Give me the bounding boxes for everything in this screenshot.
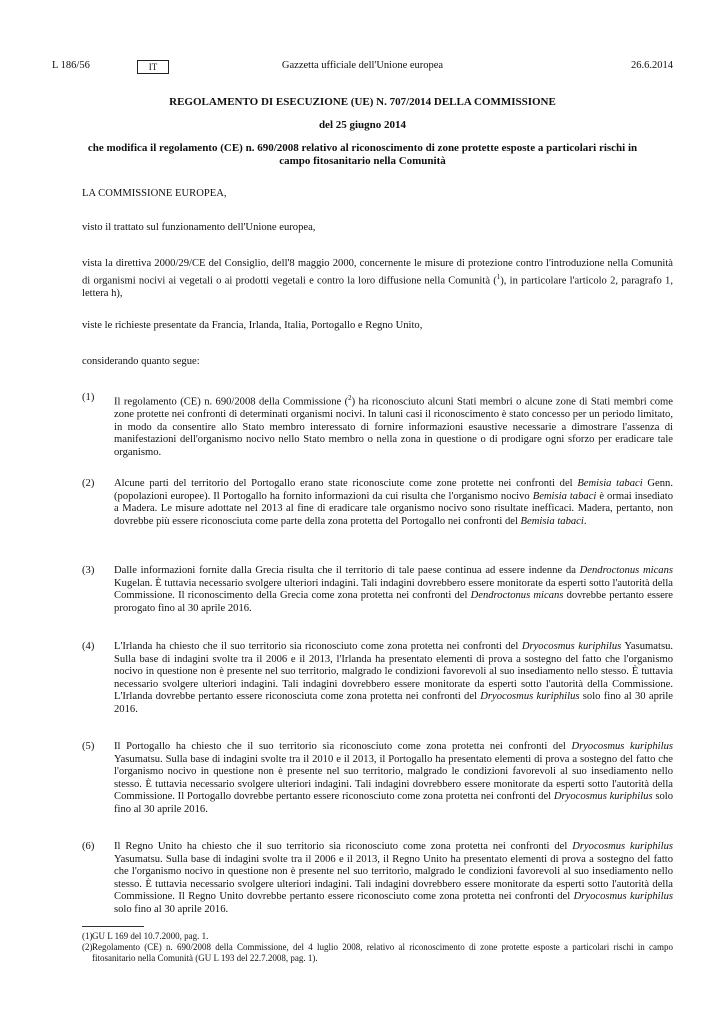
- preamble-directive-text: vista la direttiva 2000/29/CE del Consiglio, dell'8 maggio 2000, concernente le misure di protezione contro l'introduzione nella Comunità di organismi nocivi ai vegetali o ai prodotti vegetali e contro la loro diffusione nella Comunità (: [82, 258, 673, 287]
- species-name: Dryocosmus kuriphilus: [571, 741, 673, 752]
- recital-6: [82, 841, 673, 917]
- recital-text-part: Genn. (popolazioni europee). Il Portogallo ha fornito informazioni da cui risulta che l'organismo nocivo: [114, 478, 673, 502]
- preamble-directive: [82, 258, 673, 300]
- recital-text-part: dovrebbe pertanto essere prorogato fino al 30 aprile 2016.: [114, 590, 674, 614]
- preamble-requests: viste le richieste presentate da Francia, Irlanda, Italia, Portogallo e Regno Unito,: [82, 320, 423, 331]
- species-name: Bemisia tabaci: [520, 515, 584, 527]
- recital-number: (4): [82, 641, 95, 652]
- preamble-considering: considerando quanto segue:: [82, 356, 200, 367]
- title-line-2: del 25 giugno 2014: [318, 119, 407, 131]
- footnote-text: Regolamento (CE) n. 690/2008 della Commissione, del 4 luglio 2008, relativo al riconoscimento di zone protette esposte a particolari rischi in campo fitosanitario nella Comunità (GU L 193 del 22.7.2008, pag. 1).: [92, 942, 673, 963]
- preamble-commission: LA COMMISSIONE EUROPEA,: [82, 188, 227, 199]
- species-name: Bemisia tabaci: [532, 490, 597, 502]
- running-header: [52, 60, 673, 76]
- title-line-3: che modifica il regolamento (CE) n. 690/2008 relativo al riconoscimento di zone protette esposte a particolari rischi in campo fitosanitario nella Comunità: [87, 142, 638, 167]
- footnote-ref: 2: [348, 394, 352, 402]
- recital-text: [114, 741, 673, 817]
- recital-text-part: Yasumatsu. Sulla base di indagini svolte tra il 2010 e il 2013, il Portogallo ha presentato elementi di prova a sostegno del fatto che l'organismo nocivo in questione non è presente nel suo territorio, malgrado le condizioni favorevoli al suo insediamento nello stesso. È tuttavia necessario svolgere ulteriori indagini. Tali indagini dovrebbero essere monitorate da esperti sotto l'autorità della Commissione. Il Portogallo dovrebbe pertanto essere riconosciuto come zona protetta nei confronti del: [114, 753, 673, 803]
- recital-number: (1): [82, 392, 95, 403]
- species-name: Dryocosmus kuriphilus: [521, 641, 622, 652]
- recital-text-part: Il Portogallo ha chiesto che il suo territorio sia riconosciuto come zona protetta nei confronti del: [114, 741, 572, 752]
- recital-text-part: solo fino al 30 aprile 2016.: [114, 903, 229, 915]
- recital-2: [82, 478, 673, 528]
- species-name: Dryocosmus kuriphilus: [553, 791, 653, 803]
- language-box: IT: [137, 60, 169, 74]
- recital-3: [82, 565, 673, 615]
- recital-text-part: .: [583, 515, 587, 527]
- footnote-1: [82, 931, 673, 942]
- species-name: Dryocosmus kuriphilus: [480, 691, 580, 703]
- publication-date: 26.6.2014: [631, 60, 673, 71]
- regulation-title: [80, 96, 645, 168]
- recital-text-part: Dalle informazioni fornite dalla Grecia risulta che il territorio di tale paese continua ad essere indenne da: [114, 565, 580, 576]
- preamble-treaty: visto il trattato sul funzionamento dell'Unione europea,: [82, 222, 316, 233]
- recital-text-part: Kugelan. È tuttavia necessario svolgere ulteriori indagini. Tali indagini dovrebbero essere monitorate da esperti sotto l'autorità della Commissione. Il riconoscimento della Grecia come zona protetta nei confronti del: [114, 577, 673, 602]
- recital-text-part: solo fino al 30 aprile 2016.: [114, 791, 674, 815]
- recital-number: (6): [82, 841, 95, 852]
- recital-text-part: solo fino al 30 aprile 2016.: [114, 691, 673, 715]
- recital-5: [82, 741, 673, 817]
- recital-text-part: Il Regno Unito ha chiesto che il suo territorio sia riconosciuto come zona protetta nei confronti del: [114, 841, 573, 852]
- footnote-ref: 1: [496, 272, 501, 281]
- recital-text: [114, 565, 673, 615]
- footnote-number: (1): [82, 931, 93, 941]
- footnotes: [82, 926, 673, 964]
- recital-text-part: L'Irlanda ha chiesto che il suo territorio sia riconosciuto come zona protetta nei confronti del: [114, 641, 522, 652]
- recital-text-part: Il regolamento (CE) n. 690/2008 della Commissione (: [114, 396, 349, 408]
- recital-number: (5): [82, 741, 95, 752]
- footnote-number: (2): [82, 942, 93, 952]
- recital-number: (2): [82, 478, 95, 489]
- title-line-1: REGOLAMENTO DI ESECUZIONE (UE) N. 707/2014 DELLA COMMISSIONE: [169, 96, 556, 108]
- recital-text-part: Yasumatsu. Sulla base di indagini svolte tra il 2006 e il 2013, il Regno Unito ha presentato elementi di prova a sostegno del fatto che l'organismo nocivo in questione non è presente nel suo territorio, malgrado le condizioni favorevoli al suo insediamento nello stesso. È tuttavia necessario svolgere ulteriori indagini. Tali indagini dovrebbero essere monitorate da esperti sotto l'autorità della Commissione. Il Regno Unito dovrebbe pertanto essere riconosciuto come zona protetta nei confronti del: [114, 853, 673, 903]
- recital-text: [114, 641, 673, 717]
- species-name: Dryocosmus kuriphilus: [572, 841, 673, 852]
- recital-text-part: è ormai insediato a Madera. Le misure adottate nel 2013 al fine di eradicare tale organismo nocivo sono risultate inefficaci. Madera, pertanto, non dovrebbe più essere riconosciuta come parte della zona protetta del Portogallo nei confronti del: [114, 490, 673, 527]
- recital-text: [114, 392, 673, 460]
- species-name: Dryocosmus kuriphilus: [573, 891, 673, 903]
- recital-4: [82, 641, 673, 717]
- footnote-rule: [82, 926, 144, 927]
- page-reference: L 186/56: [52, 60, 90, 71]
- recital-text: [114, 841, 673, 917]
- footnote-2: [82, 942, 673, 964]
- preamble-directive-text-cont: ), in particolare l'articolo 2, paragrafo 1, lettera h),: [82, 275, 673, 299]
- recital-text-part: Alcune parti del territorio del Portogallo erano state riconosciute come zone protette nei confronti del: [114, 478, 578, 489]
- species-name: Dendroctonus micans: [470, 590, 564, 602]
- recital-text: [114, 478, 673, 528]
- footnote-text: GU L 169 del 10.7.2000, pag. 1.: [92, 931, 209, 941]
- recital-number: (3): [82, 565, 95, 576]
- journal-title: Gazzetta ufficiale dell'Unione europea: [281, 60, 444, 71]
- species-name: Bemisia tabaci: [577, 478, 643, 489]
- recital-text-part: ) ha riconosciuto alcuni Stati membri o alcune zone di Stati membri come zone protette nei confronti di determinati organismi nocivi. In taluni casi il riconoscimento è stato concesso per un periodo limitato, in modo da consentire allo Stato membro interessato di fornire informazioni esaustive necessarie a dimostrare l'assenza di manifestazioni dell'organismo nocivo nello Stato membro o nella zona in questione o di prodigare ogni sforzo per eradicare tale organismo.: [114, 396, 673, 458]
- recital-1: [82, 392, 673, 460]
- recital-text-part: Yasumatsu. Sulla base di indagini svolte tra il 2006 e il 2013, l'Irlanda ha presentato elementi di prova a sostegno del fatto che l'organismo nocivo in questione non è presente nel suo territorio, malgrado le condizioni favorevoli al suo insediamento nello stesso. È tuttavia necessario svolgere ulteriori indagini. Tali indagini dovrebbero essere monitorate da esperti sotto l'autorità della Commissione. L'Irlanda dovrebbe pertanto essere riconosciuta come zona protetta nei confronti del: [114, 641, 674, 703]
- species-name: Dendroctonus micans: [579, 565, 673, 576]
